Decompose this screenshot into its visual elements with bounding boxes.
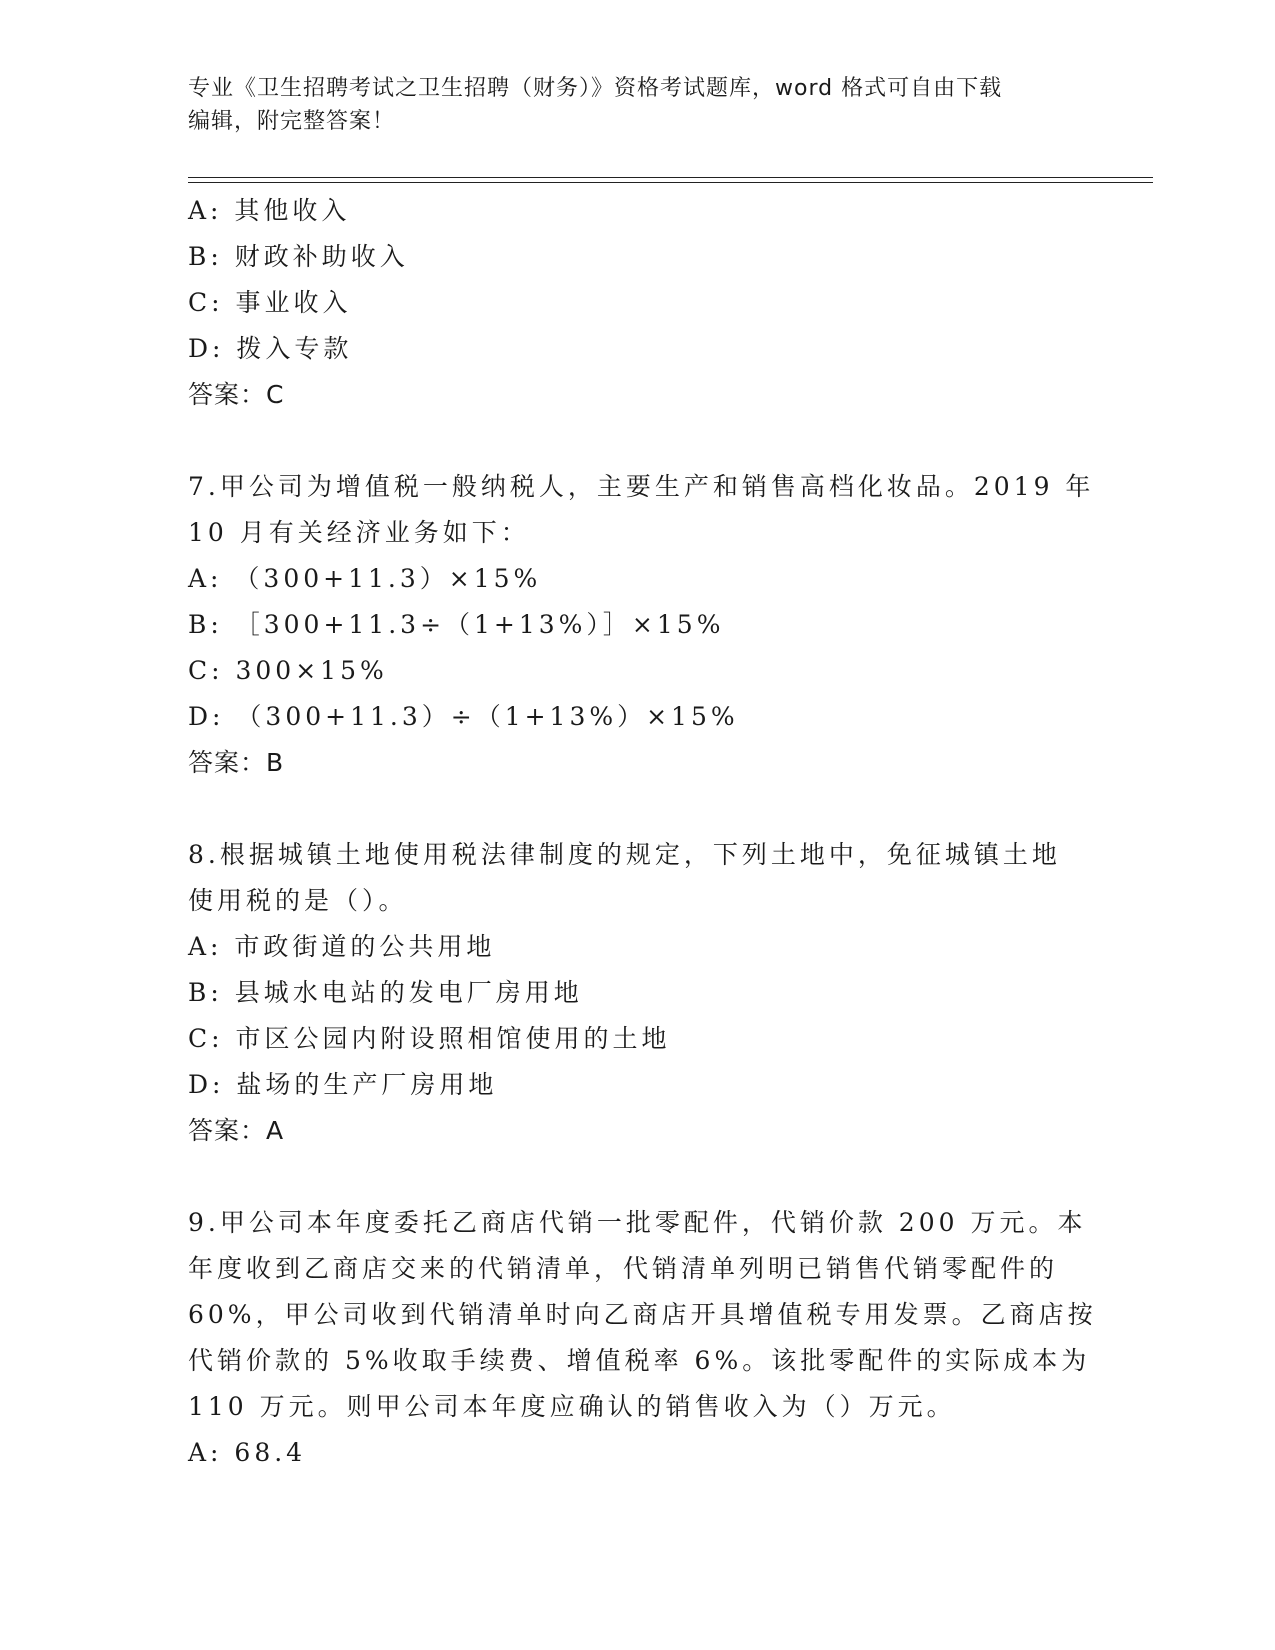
spacer bbox=[188, 418, 1068, 464]
q6-option-c: C: 事业收入 bbox=[188, 288, 352, 317]
q9-stem-line-1: 9.甲公司本年度委托乙商店代销一批零配件，代销价款 200 万元。本 bbox=[188, 1208, 1087, 1237]
document-body bbox=[188, 188, 1097, 1476]
q8-stem-line-1: 8.根据城镇土地使用税法律制度的规定，下列土地中，免征城镇土地 bbox=[188, 840, 1061, 869]
q9-option-a: A: 68.4 bbox=[188, 1438, 307, 1467]
q7-option-d: D: （300+11.3）÷（1+13%）×15% bbox=[188, 702, 739, 731]
q9-stem-line-5: 110 万元。则甲公司本年度应确认的销售收入为（）万元。 bbox=[188, 1392, 956, 1421]
q7-stem-line-2: 10 月有关经济业务如下： bbox=[188, 518, 530, 547]
q8-stem-line-2: 使用税的是（）。 bbox=[188, 886, 408, 915]
document-header bbox=[188, 72, 1088, 138]
q7-option-a: A: （300+11.3）×15% bbox=[188, 564, 542, 593]
q7-stem-line-1: 7.甲公司为增值税一般纳税人，主要生产和销售高档化妆品。2019 年 bbox=[188, 472, 1095, 501]
header-line-1: 专业《卫生招聘考试之卫生招聘（财务）》资格考试题库，word 格式可自由下载 bbox=[188, 76, 1003, 101]
q6-option-b: B: 财政补助收入 bbox=[188, 242, 409, 271]
q6-option-d: D: 拨入专款 bbox=[188, 334, 353, 363]
question-6 bbox=[188, 188, 1068, 418]
q6-answer: 答案：C bbox=[188, 380, 285, 409]
question-9 bbox=[188, 1200, 1097, 1476]
header-divider-bottom bbox=[188, 182, 1153, 183]
q8-answer: 答案：A bbox=[188, 1116, 285, 1145]
q8-option-d: D: 盐场的生产厂房用地 bbox=[188, 1070, 498, 1099]
q8-option-c: C: 市区公园内附设照相馆使用的土地 bbox=[188, 1024, 671, 1053]
q6-option-a: A: 其他收入 bbox=[188, 196, 351, 225]
header-divider-top bbox=[188, 177, 1153, 178]
q9-stem-line-2: 年度收到乙商店交来的代销清单，代销清单列明已销售代销零配件的 bbox=[188, 1254, 1059, 1283]
q7-answer: 答案：B bbox=[188, 748, 285, 777]
q8-option-a: A: 市政街道的公共用地 bbox=[188, 932, 496, 961]
q9-stem-line-4: 代销价款的 5%收取手续费、增值税率 6%。该批零配件的实际成本为 bbox=[188, 1346, 1091, 1375]
q8-option-b: B: 县城水电站的发电厂房用地 bbox=[188, 978, 583, 1007]
q9-stem-line-3: 60%，甲公司收到代销清单时向乙商店开具增值税专用发票。乙商店按 bbox=[188, 1300, 1097, 1329]
q7-option-c: C: 300×15% bbox=[188, 656, 388, 685]
spacer bbox=[188, 1154, 1068, 1200]
q7-option-b: B: ［300+11.3÷（1+13%）］×15% bbox=[188, 610, 725, 639]
question-8 bbox=[188, 832, 1068, 1154]
spacer bbox=[188, 786, 1068, 832]
question-7 bbox=[188, 464, 1095, 786]
header-line-2: 编辑，附完整答案！ bbox=[188, 109, 396, 134]
